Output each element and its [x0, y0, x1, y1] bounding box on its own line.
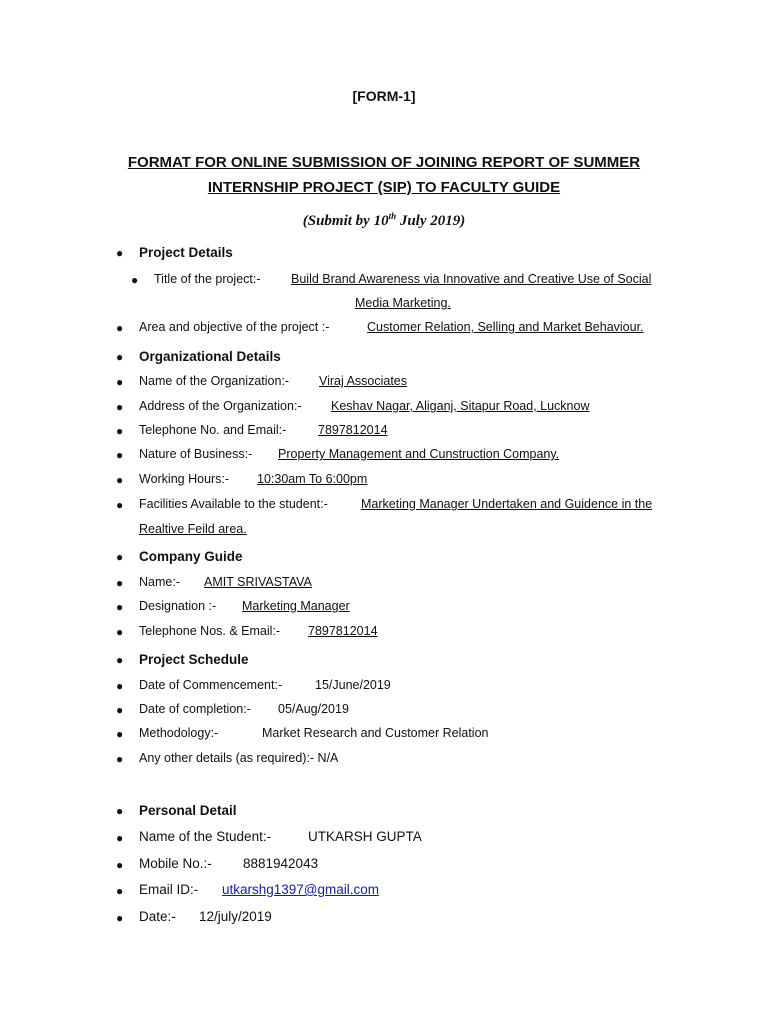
commencement-date-value: 15/June/2019 — [315, 678, 391, 692]
guide-designation-label: Designation :- — [139, 599, 217, 613]
business-nature-label: Nature of Business:- — [139, 447, 253, 461]
section-heading-company-guide: Company Guide — [139, 549, 243, 564]
date-value: 12/july/2019 — [199, 909, 272, 924]
bullet-icon: ● — [116, 246, 124, 260]
submit-note — [0, 211, 768, 230]
project-area-value: Customer Relation, Selling and Market Behaviour. — [367, 320, 644, 334]
bullet-icon: ● — [116, 448, 124, 462]
email-label: Email ID:- — [139, 882, 199, 897]
document-title-line2: INTERNSHIP PROJECT (SIP) TO FACULTY GUIDE — [207, 179, 561, 196]
bullet-icon: ● — [116, 424, 124, 438]
working-hours-value: 10:30am To 6:00pm — [257, 472, 368, 486]
bullet-icon: ● — [116, 321, 124, 335]
bullet-icon: ● — [116, 884, 124, 898]
bullet-icon: ● — [116, 679, 124, 693]
document-title-line1: FORMAT FOR ONLINE SUBMISSION OF JOINING REPORT OF SUMMER — [127, 154, 641, 171]
guide-phone-label: Telephone Nos. & Email:- — [139, 624, 281, 638]
section-heading-project-schedule: Project Schedule — [139, 652, 249, 667]
bullet-icon: ● — [116, 858, 124, 872]
section-heading-personal-detail: Personal Detail — [139, 803, 237, 818]
bullet-icon: ● — [116, 752, 124, 766]
organization-address-label: Address of the Organization:- — [139, 399, 302, 413]
section-heading-project-details: Project Details — [139, 245, 233, 260]
section-heading-organizational-details: Organizational Details — [139, 349, 281, 364]
organization-phone-label: Telephone No. and Email:- — [139, 423, 287, 437]
project-title-label: Title of the project:- — [154, 272, 261, 286]
bullet-icon: ● — [116, 653, 124, 667]
methodology-value: Market Research and Customer Relation — [262, 726, 489, 740]
project-title-value-line2: Media Marketing. — [355, 296, 451, 310]
other-details-label: Any other details (as required):- N/A — [139, 751, 339, 765]
bullet-icon: ● — [116, 350, 124, 364]
bullet-icon: ● — [116, 911, 124, 925]
organization-address-value: Keshav Nagar, Aliganj, Sitapur Road, Lucknow — [331, 399, 590, 413]
bullet-icon: ● — [116, 625, 124, 639]
bullet-icon: ● — [116, 550, 124, 564]
bullet-icon: ● — [116, 727, 124, 741]
bullet-icon: ● — [116, 831, 124, 845]
mobile-value: 8881942043 — [243, 856, 319, 871]
bullet-icon: ● — [116, 703, 124, 717]
guide-name-value: AMIT SRIVASTAVA — [204, 575, 312, 589]
bullet-icon: ● — [116, 600, 124, 614]
bullet-icon: ● — [116, 576, 124, 590]
methodology-label: Methodology:- — [139, 726, 219, 740]
organization-name-value: Viraj Associates — [319, 374, 408, 388]
project-title-value-line1: Build Brand Awareness via Innovative and Creative Use of Social — [291, 272, 652, 286]
project-area-label: Area and objective of the project :- — [139, 320, 330, 334]
commencement-date-label: Date of Commencement:- — [139, 678, 283, 692]
guide-name-label: Name:- — [139, 575, 180, 589]
guide-phone-value: 7897812014 — [308, 624, 378, 638]
facilities-value-line2: Realtive Feild area. — [139, 522, 247, 536]
facilities-label: Facilities Available to the student:- — [139, 497, 328, 511]
student-name-label: Name of the Student:- — [139, 829, 272, 844]
submit-note-suffix: July 2019) — [396, 213, 466, 229]
organization-name-label: Name of the Organization:- — [139, 374, 290, 388]
date-label: Date:- — [139, 909, 176, 924]
bullet-icon: ● — [116, 400, 124, 414]
completion-date-label: Date of completion:- — [139, 702, 251, 716]
completion-date-value: 05/Aug/2019 — [278, 702, 349, 716]
student-name-value: UTKARSH GUPTA — [308, 829, 422, 844]
bullet-icon: ● — [116, 498, 124, 512]
submit-note-prefix: (Submit by 10 — [302, 213, 389, 229]
facilities-value-line1: Marketing Manager Undertaken and Guidence in the — [361, 497, 653, 511]
bullet-icon: ● — [116, 375, 124, 389]
email-link[interactable]: utkarshg1397@gmail.com — [222, 882, 380, 897]
working-hours-label: Working Hours:- — [139, 472, 230, 486]
bullet-icon: ● — [116, 473, 124, 487]
bullet-icon: ● — [131, 273, 139, 287]
guide-designation-value: Marketing Manager — [242, 599, 350, 613]
mobile-label: Mobile No.:- — [139, 856, 212, 871]
business-nature-value: Property Management and Cunstruction Company. — [278, 447, 560, 461]
organization-phone-value: 7897812014 — [318, 423, 388, 437]
submit-note-sup: th — [388, 211, 397, 221]
form-id: [FORM-1] — [352, 88, 416, 104]
bullet-icon: ● — [116, 804, 124, 818]
